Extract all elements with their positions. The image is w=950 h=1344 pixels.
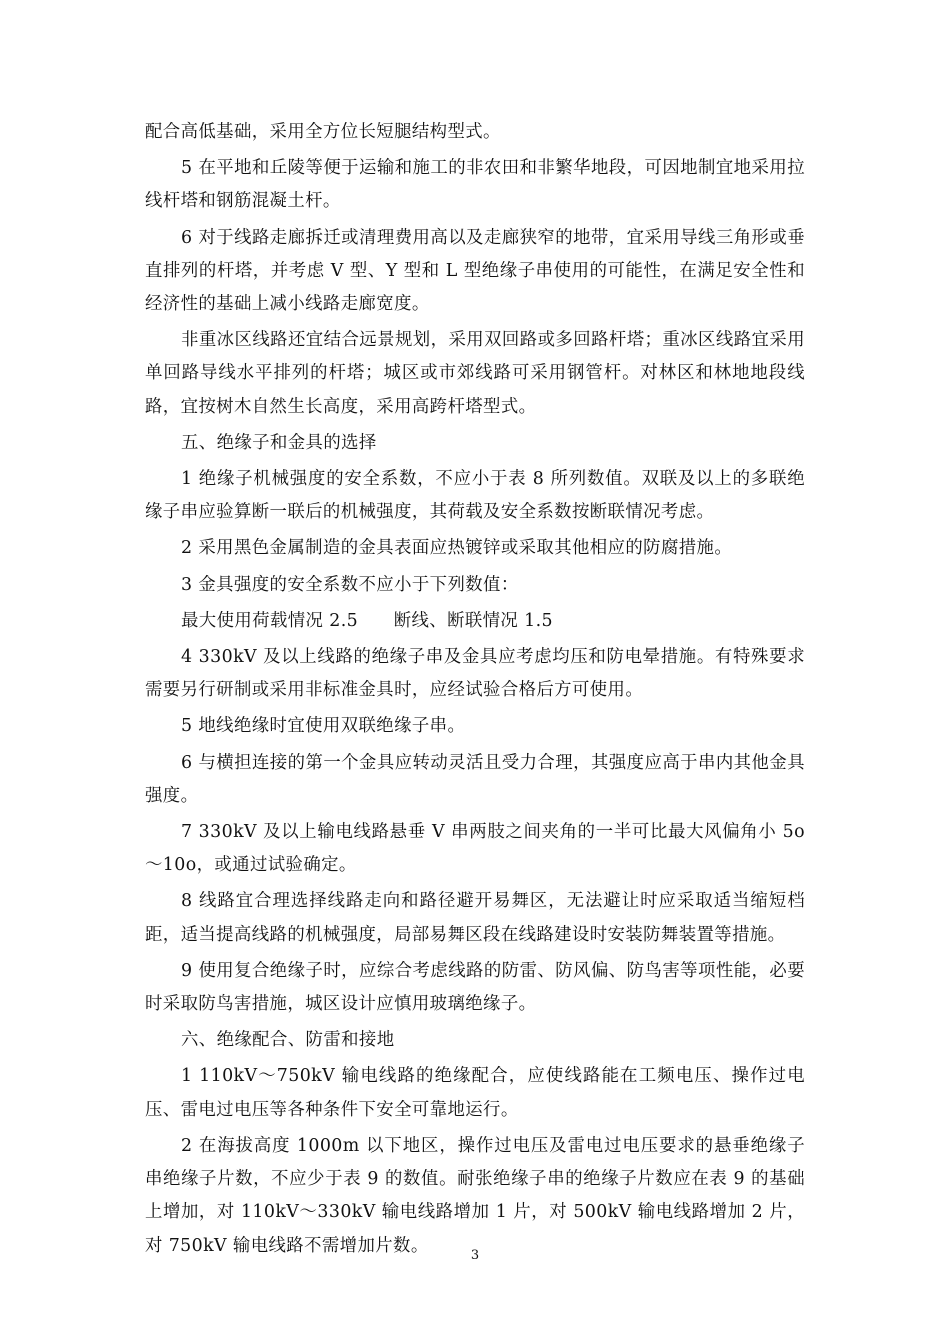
paragraph-17: 1 110kV～750kV 输电线路的绝缘配合，应使线路能在工频电压、操作过电压、雷电过电压等各种条件下安全可靠地运行。 (145, 1066, 805, 1120)
document-body (145, 116, 805, 1266)
paragraph-6: 1 绝缘子机械强度的安全系数，不应小于表 8 所列数值。双联及以上的多联绝缘子串应验算断一联后的机械强度，其荷载及安全系数按断联情况考虑。 (145, 469, 805, 523)
paragraph-18: 2 在海拔高度 1000m 以下地区，操作过电压及雷电过电压要求的悬垂绝缘子串绝缘子片数，不应少于表 9 的数值。耐张绝缘子串的绝缘子片数应在表 9 的基础上增加，对 110kV～330kV 输电线路增加 1 片，对 500kV 输电线路增加 2 片，对 750kV 输电线路不需增加片数。 (145, 1135, 805, 1256)
paragraph-14: 8 线路宜合理选择线路走向和路径避开易舞区，无法避让时应采取适当缩短档距，适当提高线路的机械强度，局部易舞区段在线路建设时安装防舞装置等措施。 (145, 891, 805, 945)
page-number: 3 (470, 1248, 480, 1263)
section-heading-5: 五、绝缘子和金具的选择 (181, 432, 377, 453)
paragraph-11: 5 地线绝缘时宜使用双联绝缘子串。 (181, 716, 466, 737)
paragraph-3: 6 对于线路走廊拆迁或清理费用高以及走廊狭窄的地带，宜采用导线三角形或垂直排列的杆塔，并考虑 V 型、Y 型和 L 型绝缘子串使用的可能性，在满足安全性和经济性的基础上减小线路走廊宽度。 (145, 227, 805, 315)
paragraph-15: 9 使用复合绝缘子时，应综合考虑线路的防雷、防风偏、防鸟害等项性能，必要时采取防鸟害措施，城区设计应慎用玻璃绝缘子。 (145, 960, 805, 1015)
paragraph-2: 5 在平地和丘陵等便于运输和施工的非农田和非繁华地段，可因地制宜地采用拉线杆塔和钢筋混凝土杆。 (145, 158, 805, 212)
paragraph-10: 4 330kV 及以上线路的绝缘子串及金具应考虑均压和防电晕措施。有特殊要求需要另行研制或采用非标准金具时，应经试验合格后方可使用。 (145, 647, 805, 701)
paragraph-1: 配合高低基础，采用全方位长短腿结构型式。 (145, 122, 501, 142)
paragraph-9: 最大使用荷载情况 2.5 断线、断联情况 1.5 (181, 610, 554, 631)
section-heading-6: 六、绝缘配合、防雷和接地 (181, 1030, 395, 1051)
paragraph-4: 非重冰区线路还宜结合远景规划，采用双回路或多回路杆塔；重冰区线路宜采用单回路导线水平排列的杆塔；城区或市郊线路可采用钢管杆。对林区和林地地段线路，宜按树木自然生长高度，采用高跨杆塔型式。 (145, 330, 805, 417)
paragraph-13: 7 330kV 及以上输电线路悬垂 V 串两肢之间夹角的一半可比最大风偏角小 5o～10o，或通过试验确定。 (145, 822, 805, 876)
paragraph-7: 2 采用黑色金属制造的金具表面应热镀锌或采取其他相应的防腐措施。 (181, 538, 733, 559)
paragraph-12: 6 与横担连接的第一个金具应转动灵活且受力合理，其强度应高于串内其他金具强度。 (145, 752, 805, 806)
paragraph-8: 3 金具强度的安全系数不应小于下列数值： (181, 574, 519, 595)
